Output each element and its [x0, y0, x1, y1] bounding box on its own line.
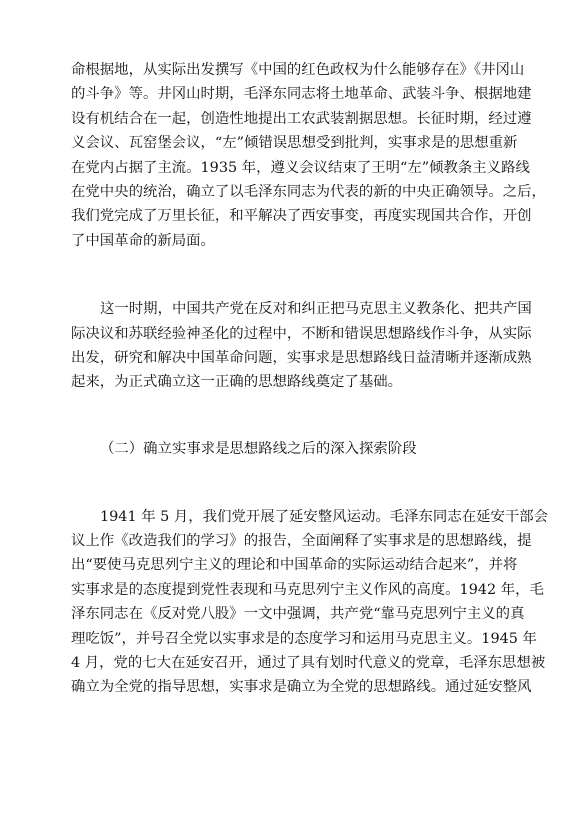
text-line: 4 月，党的七大在延安召开，通过了具有划时代意义的党章，毛泽东思想被 — [71, 655, 546, 672]
text-line: 设有机结合在一起，创造性地提出工农武装割据思想。长征时期，经过遵 — [71, 110, 532, 127]
text-line: 这一时期，中国共产党在反对和纠正把马克思主义教条化、把共产国 — [100, 301, 532, 318]
text-line: 了中国革命的新局面。 — [71, 232, 215, 249]
text-line: 1941 年 5 月，我们党开展了延安整风运动。毛泽东同志在延安干部会 — [100, 508, 549, 525]
paragraph-1 — [71, 58, 546, 253]
text-line: 在党内占据了主流。1935 年，遵义会议结束了王明“左”倾教条主义路线 — [71, 159, 530, 176]
paragraph-3 — [71, 505, 549, 700]
text-line: 在党中央的统治，确立了以毛泽东同志为代表的新的中央正确领导。之后， — [71, 183, 546, 200]
text-line: 实事求是的态度提到党性表现和马克思列宁主义作风的高度。1942 年，毛 — [71, 581, 544, 598]
paragraph-2 — [71, 297, 532, 395]
paragraph-spacer — [71, 253, 509, 297]
text-line: 起来，为正式确立这一正确的思想路线奠定了基础。 — [71, 374, 402, 391]
text-line: 义会议、瓦窑堡会议，“左”倾错误思想受到批判，实事求是的思想重新 — [71, 135, 518, 152]
text-line: 的斗争》等。井冈山时期，毛泽东同志将土地革命、武装斗争、根据地建 — [71, 86, 532, 103]
document-page — [71, 58, 549, 700]
section-spacer — [71, 395, 509, 437]
text-line: 出“要使马克思列宁主义的理论和中国革命的实际运动结合起来”，并将 — [71, 557, 518, 574]
text-line: 议上作《改造我们的学习》的报告，全面阐释了实事求是的思想路线，提 — [71, 533, 532, 550]
section-heading: （二）确立实事求是思想路线之后的深入探索阶段 — [100, 440, 417, 457]
text-line: 出发，研究和解决中国革命问题，实事求是思想路线日益清晰并逐渐成熟 — [71, 349, 532, 366]
text-line: 我们党完成了万里长征，和平解决了西安事变，再度实现国共合作，开创 — [71, 208, 532, 225]
text-line: 泽东同志在《反对党八股》一文中强调，共产党“靠马克思列宁主义的真 — [71, 606, 525, 623]
text-line: 确立为全党的指导思想，实事求是确立为全党的思想路线。通过延安整风 — [71, 679, 532, 696]
text-line: 命根据地，从实际出发撰写《中国的红色政权为什么能够存在》《井冈山 — [71, 62, 525, 78]
text-line: 际决议和苏联经验神圣化的过程中，不断和错误思想路线作斗争，从实际 — [71, 325, 532, 342]
text-line: 理吃饭”，并号召全党以实事求是的态度学习和运用马克思主义。1945 年 — [71, 630, 537, 647]
section-spacer — [71, 461, 509, 505]
